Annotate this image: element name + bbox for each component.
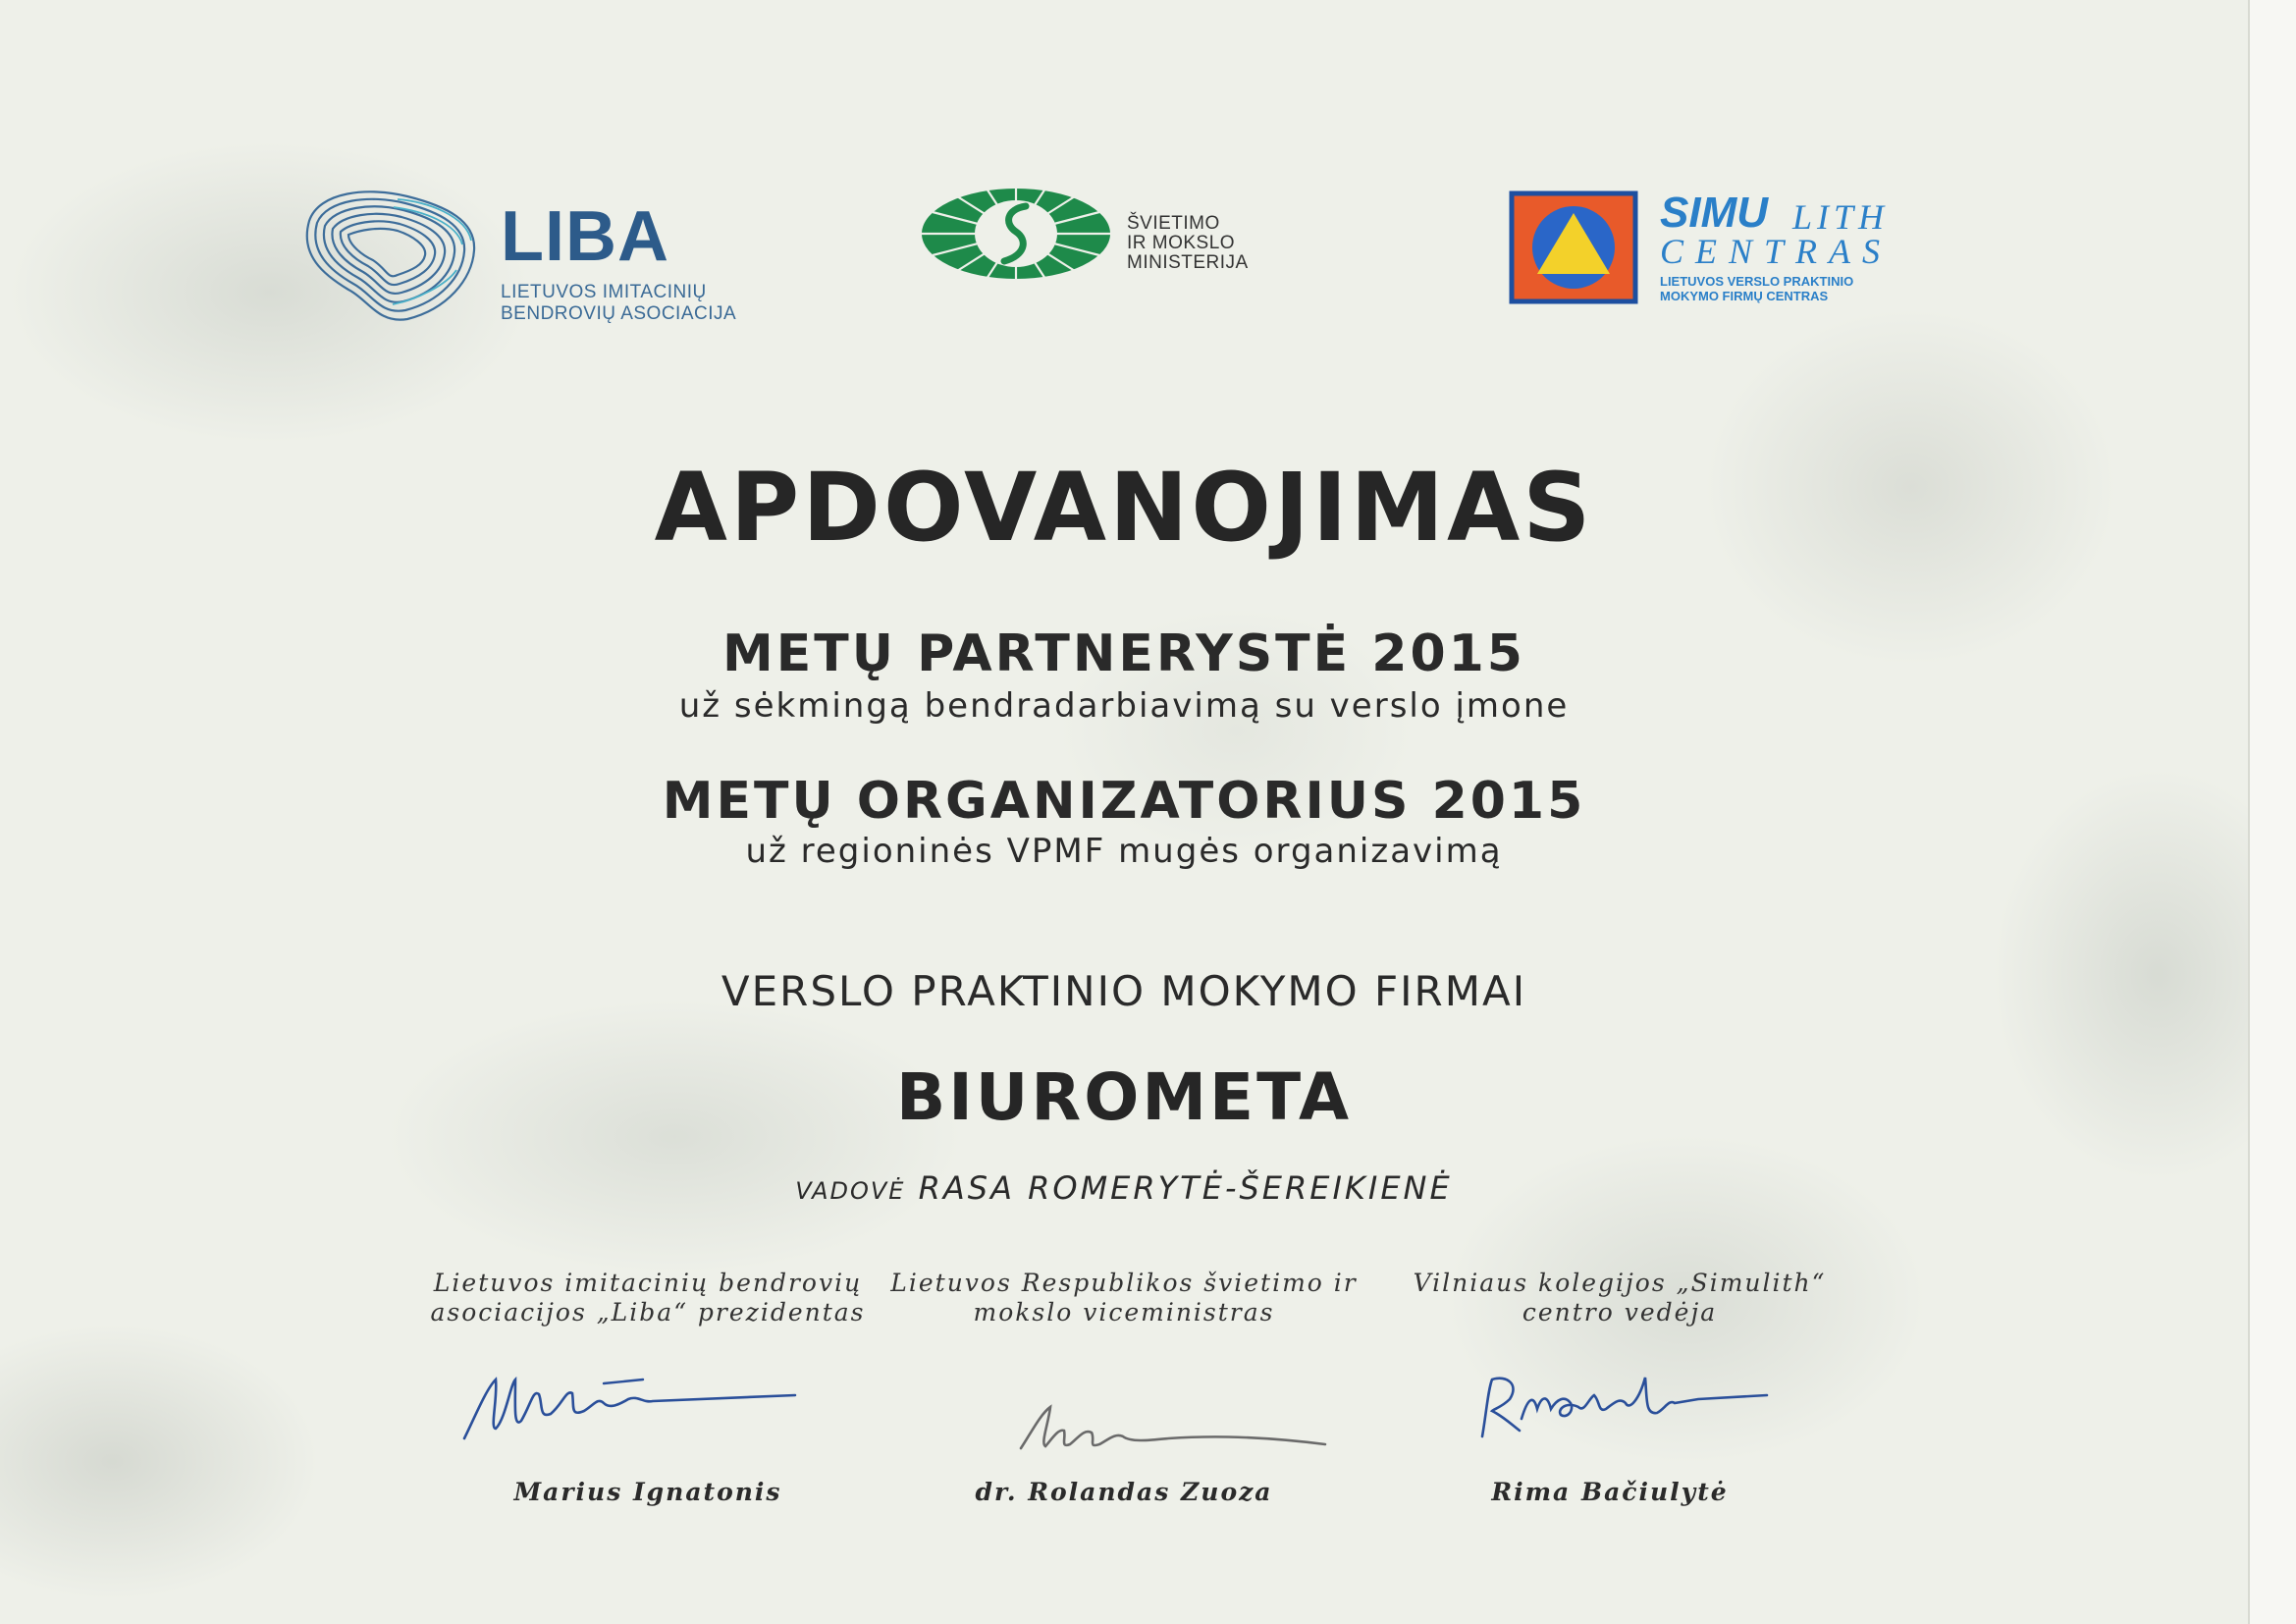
liba-map-icon (299, 182, 481, 324)
category-description-organizer: už regioninės VPMF mugės organizavimą (745, 832, 1503, 871)
simulith-logo (1508, 189, 1959, 312)
ministry-logo (918, 185, 1291, 293)
simulith-subtitle (1660, 274, 1853, 303)
category-title-organizer: METŲ ORGANIZATORIUS 2015 (662, 772, 1586, 831)
signature-2-icon (1001, 1399, 1335, 1463)
ministry-line1: ŠVIETIMO (1127, 213, 1220, 234)
recipient-label: VERSLO PRAKTINIO MOKYMO FIRMAI (721, 967, 1527, 1015)
signatory-title-line2: asociacijos „Liba“ prezidentas (430, 1298, 866, 1326)
ministry-emblem-icon (918, 185, 1114, 283)
category-description-partnership: už sėkmingą bendradarbiavimą su verslo įmone (678, 686, 1570, 726)
simulith-triangle-icon (1508, 189, 1645, 309)
category-title-partnership: METŲ PARTNERYSTĖ 2015 (722, 624, 1525, 683)
scan-edge (2248, 0, 2296, 1624)
signatory-title-line1: Lietuvos imitacinių bendrovių (433, 1269, 863, 1297)
recipient-name: BIUROMETA (895, 1059, 1353, 1135)
liba-sub-line2: BENDROVIŲ ASOCIACIJA (501, 303, 737, 324)
liba-sub-line1: LIETUVOS IMITACINIŲ (501, 282, 707, 302)
manager-role: VADOVĖ (795, 1177, 906, 1205)
signatory-title-line1: Lietuvos Respublikos švietimo ir (890, 1269, 1358, 1297)
simulith-sub-line1: LIETUVOS VERSLO PRAKTINIO (1660, 274, 1854, 289)
liba-subtitle (501, 282, 736, 325)
ministry-line2: IR MOKSLO (1127, 233, 1236, 253)
signatory-1-name: Marius Ignatonis (513, 1478, 782, 1506)
award-title: APDOVANOJIMAS (654, 453, 1594, 563)
signatory-3-title (1364, 1269, 1875, 1327)
signatory-title-line2: centro vedėja (1522, 1298, 1718, 1326)
manager-name: RASA ROMERYTĖ-ŠEREIKIENĖ (918, 1169, 1453, 1207)
liba-logo (299, 182, 741, 329)
simulith-word-simu: SIMU (1660, 189, 1768, 237)
signature-1-icon (456, 1360, 810, 1448)
manager-line (0, 1168, 2248, 1211)
ministry-name (1127, 214, 1249, 273)
signatory-3-name: Rima Bačiulytė (1491, 1478, 1729, 1506)
signature-3-icon (1472, 1360, 1777, 1448)
simulith-word-lith: LITH (1792, 197, 1890, 237)
simulith-sub-line2: MOKYMO FIRMŲ CENTRAS (1660, 289, 1829, 303)
liba-title: LIBA (501, 197, 669, 276)
signatory-1-title (393, 1269, 903, 1327)
signatory-2-title (869, 1269, 1379, 1327)
signatory-title-line1: Vilniaus kolegijos „Simulith“ (1413, 1269, 1827, 1297)
ministry-line3: MINISTERIJA (1127, 252, 1249, 273)
simulith-word-centras: CENTRAS (1660, 232, 1893, 271)
signatory-2-name: dr. Rolandas Zuoza (975, 1478, 1273, 1506)
signatory-title-line2: mokslo viceministras (973, 1298, 1275, 1326)
